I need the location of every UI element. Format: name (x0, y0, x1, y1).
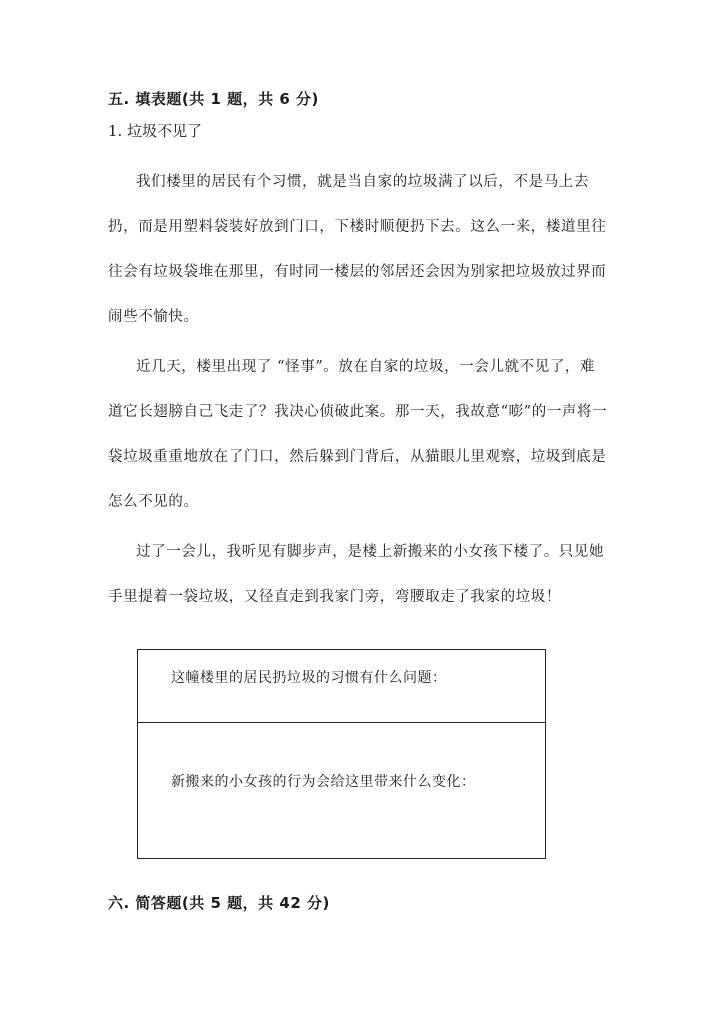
answer-row-girl-change-label: 新搬来的小女孩的行为会给这里带来什么变化： (171, 774, 476, 790)
passage-paragraph-1: 我们楼里的居民有个习惯，就是当自家的垃圾满了以后，不是马上去扔，而是用塑料袋装好放到门口，下楼时顺便扔下去。这么一来，楼道里往往会有垃圾袋堆在那里，有时同一楼层的邻居还会因为别家把垃圾放过界而闹些不愉快。 (108, 174, 607, 325)
section-five-title: 五. 填表题(共 1 题，共 6 分) (108, 90, 319, 108)
section-six-title: 六. 简答题(共 5 题，共 42 分) (108, 894, 330, 912)
answer-row-habit-problem[interactable] (138, 650, 545, 723)
passage-paragraph-2: 近几天，楼里出现了 “怪事”。放在自家的垃圾，一会儿就不见了，难道它长翅膀自己飞走了？我决心侦破此案。那一天，我故意“嘭”的一声将一袋垃圾重重地放在了门口，然后躲到门背后，从猫眼儿里观察，垃圾到底是怎么不见的。 (108, 359, 608, 510)
question-title: 1. 垃圾不见了 (108, 122, 203, 140)
answer-table (137, 649, 546, 859)
answer-row-girl-change[interactable] (138, 723, 545, 858)
passage-paragraph-3: 过了一会儿，我听见有脚步声，是楼上新搬来的小女孩下楼了。只见她手里提着一袋垃圾，又径直走到我家门旁，弯腰取走了我家的垃圾！ (108, 544, 605, 605)
answer-row-habit-problem-label: 这幢楼里的居民扔垃圾的习惯有什么问题： (171, 670, 447, 686)
